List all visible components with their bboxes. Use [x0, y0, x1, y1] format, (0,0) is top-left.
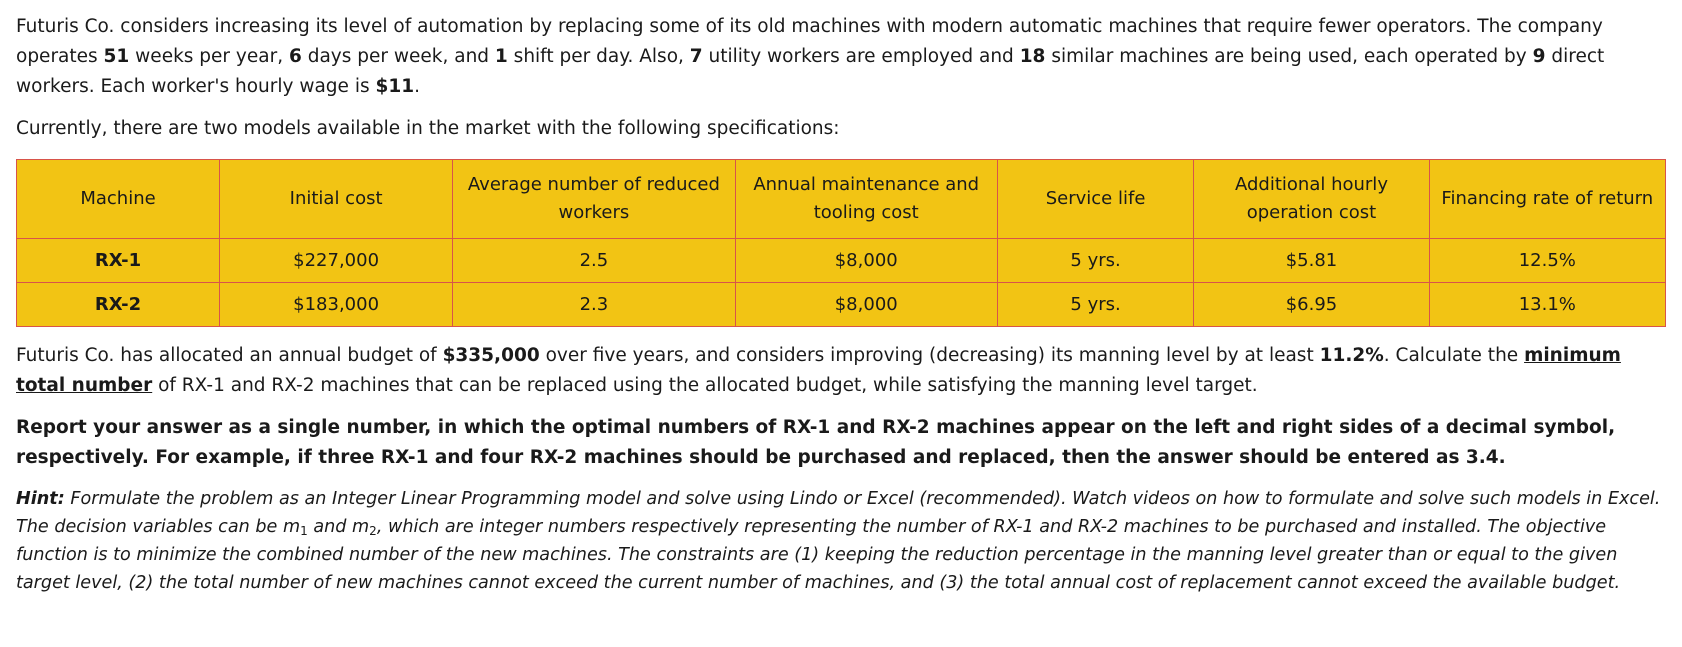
column-header: Service life	[997, 160, 1194, 239]
column-header: Machine	[17, 160, 220, 239]
intro-text: direct workers. Each worker's hourly wage is	[16, 46, 1605, 97]
table-cell: 13.1%	[1429, 283, 1665, 327]
wage-value: $11	[375, 76, 415, 97]
column-header: Initial cost	[220, 160, 453, 239]
emphasis-text: minimum total number	[16, 345, 1621, 396]
table-row	[17, 239, 1666, 283]
table-cell: $227,000	[220, 239, 453, 283]
table-cell: 12.5%	[1429, 239, 1665, 283]
hint-paragraph	[16, 485, 1667, 597]
intro-text: weeks per year,	[129, 46, 289, 67]
utility-workers-value: 7	[689, 46, 703, 67]
direct-workers-value: 9	[1532, 46, 1546, 67]
shifts-value: 1	[494, 46, 508, 67]
hint-text: , which are integer numbers respectively representing the number of RX-1 and RX-2 machines to be purchased and installed. The objective function is to minimize the combined number of the new machines. The constraints are (1) keeping the reduction percentage in the manning level greater than or equal to the given target level, (2) the total number of new machines cannot exceed the current number of machines, and (3) the total annual cost of replacement cannot exceed the available budget.	[16, 517, 1621, 593]
intro-text: utility workers are employed and	[702, 46, 1020, 67]
table-cell: $8,000	[735, 283, 997, 327]
column-header: Financing rate of return	[1429, 160, 1665, 239]
table-cell: 2.3	[453, 283, 736, 327]
table-cell: $5.81	[1194, 239, 1429, 283]
budget-amount: $335,000	[442, 345, 540, 366]
budget-text: over five years, and considers improving (decreasing) its manning level by at least	[539, 345, 1320, 366]
intro-paragraph	[16, 12, 1667, 102]
column-header: Additional hourly operation cost	[1194, 160, 1429, 239]
currently-paragraph: Currently, there are two models available in the market with the following specifications:	[16, 118, 840, 139]
hint-text: and m	[307, 517, 370, 537]
hint-label: Hint:	[16, 489, 65, 509]
table-cell: RX-1	[17, 239, 220, 283]
table-cell: $6.95	[1194, 283, 1429, 327]
table-cell: 5 yrs.	[997, 283, 1194, 327]
subscript: 2	[369, 524, 377, 538]
column-header: Annual maintenance and tooling cost	[735, 160, 997, 239]
table-header-row	[17, 160, 1666, 239]
machines-value: 18	[1019, 46, 1046, 67]
intro-text: shift per day. Also,	[507, 46, 690, 67]
table-cell: RX-2	[17, 283, 220, 327]
budget-paragraph	[16, 341, 1667, 401]
budget-text: . Calculate the	[1383, 345, 1525, 366]
table-row	[17, 283, 1666, 327]
table-cell: $183,000	[220, 283, 453, 327]
table-cell: 5 yrs.	[997, 239, 1194, 283]
table-cell: $8,000	[735, 239, 997, 283]
weeks-value: 51	[103, 46, 130, 67]
budget-text: of RX-1 and RX-2 machines that can be replaced using the allocated budget, while satisfying the manning level target.	[152, 375, 1258, 396]
subscript: 1	[300, 524, 308, 538]
intro-text: similar machines are being used, each operated by	[1045, 46, 1533, 67]
column-header: Average number of reduced workers	[453, 160, 736, 239]
intro-text: Futuris Co. considers increasing its level of automation by replacing some of its old machines with modern automatic machines that require fewer operators. The company operates	[16, 16, 1603, 67]
hint-text: Formulate the problem as an Integer Linear Programming model and solve using Lindo or Excel (recommended). Watch videos on how to formulate and solve such models in Excel. The decision variables can be m	[16, 489, 1661, 537]
report-paragraph: Report your answer as a single number, in which the optimal numbers of RX-1 and RX-2 machines appear on the left and right sides of a decimal symbol, respectively. For example, if three RX-1 and four RX-2 machines should be purchased and replaced, then the answer should be entered as 3.4.	[16, 417, 1616, 468]
specs-table	[16, 159, 1666, 327]
days-value: 6	[288, 46, 302, 67]
manning-target-value: 11.2%	[1319, 345, 1384, 366]
table-cell: 2.5	[453, 239, 736, 283]
budget-text: Futuris Co. has allocated an annual budget of	[16, 345, 443, 366]
intro-text: .	[414, 76, 420, 97]
intro-text: days per week, and	[301, 46, 495, 67]
